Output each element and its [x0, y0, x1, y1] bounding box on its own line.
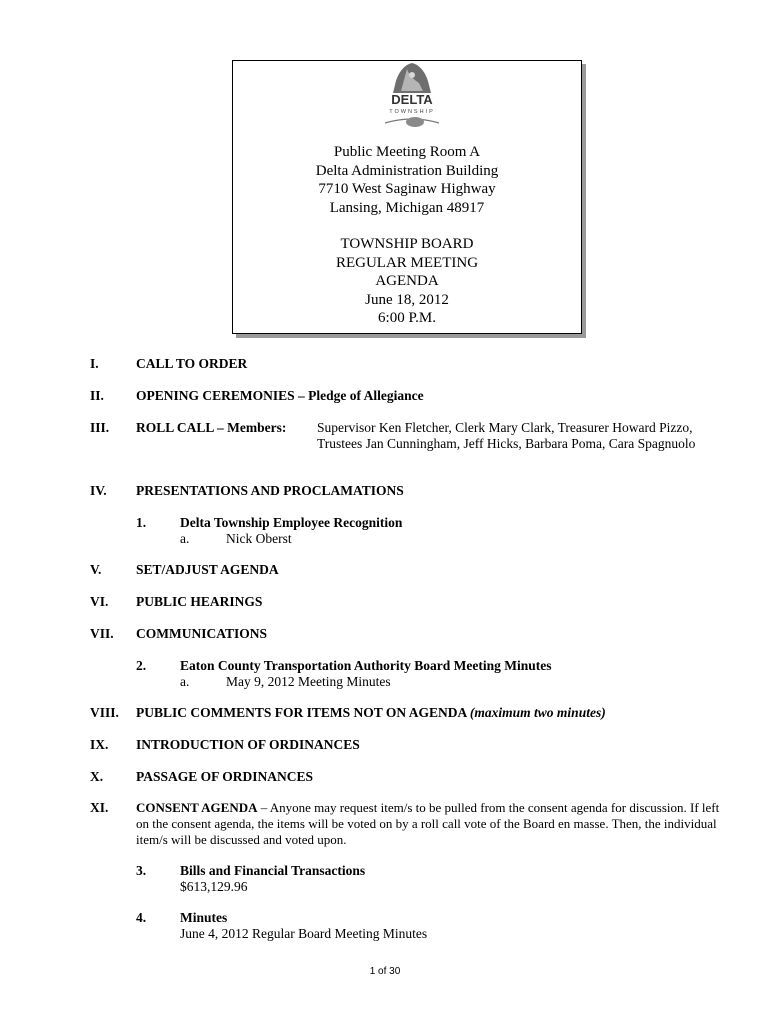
- item-title: PASSAGE OF ORDINANCES: [136, 769, 314, 784]
- meeting-line: TOWNSHIP BOARD: [340, 236, 474, 252]
- location-line: 7710 West Saginaw Highway: [318, 181, 496, 197]
- sub-item-letter: a.: [180, 674, 190, 689]
- meeting-header-box: [232, 60, 582, 334]
- item-title: PRESENTATIONS AND PROCLAMATIONS: [136, 483, 404, 498]
- sub-item-title: Delta Township Employee Recognition: [180, 515, 403, 530]
- item-number: V.: [90, 562, 102, 577]
- roll-call-members: Supervisor Ken Fletcher, Clerk Mary Clark, Treasurer Howard Pizzo, Trustees Jan Cunningham, Jeff Hicks, Barbara Poma, Cara Spagnuolo: [317, 420, 696, 451]
- location-line: Public Meeting Room A: [333, 144, 481, 160]
- sub-item-title: Bills and Financial Transactions: [180, 863, 366, 878]
- item-title: INTRODUCTION OF ORDINANCES: [136, 737, 360, 752]
- item-number: IV.: [90, 483, 107, 498]
- sub-item-detail-text: $613,129.96: [180, 879, 248, 894]
- item-number: VII.: [90, 626, 114, 641]
- item-title: COMMUNICATIONS: [136, 626, 267, 641]
- item-title: CONSENT AGENDA: [136, 800, 258, 815]
- item-title: ROLL CALL – Members:: [136, 420, 287, 435]
- item-note: (maximum two minutes): [469, 705, 606, 720]
- sub-item-letter: a.: [180, 531, 190, 546]
- item-title: [136, 705, 606, 721]
- item-number: I.: [90, 356, 99, 371]
- sub-item-number: 1.: [136, 515, 147, 530]
- meeting-time: 6:00 P.M.: [378, 310, 436, 326]
- location-line: Delta Administration Building: [315, 162, 499, 179]
- consent-agenda-text: [136, 800, 730, 848]
- item-number: IX.: [90, 737, 109, 752]
- location-line: Lansing, Michigan 48917: [329, 199, 485, 216]
- item-title: PUBLIC HEARINGS: [136, 594, 263, 609]
- sub-item-detail-text: Nick Oberst: [226, 531, 292, 546]
- meeting-line: AGENDA: [375, 273, 439, 289]
- item-number: XI.: [90, 800, 109, 815]
- item-number: VI.: [90, 594, 109, 609]
- sub-item-number: 3.: [136, 863, 147, 878]
- item-title: SET/ADJUST AGENDA: [136, 562, 279, 577]
- logo-wordmark: DELTA: [391, 92, 433, 107]
- sub-item-title: Eaton County Transportation Authority Board Meeting Minutes: [180, 658, 552, 673]
- sub-item-number: 2.: [136, 658, 147, 673]
- sub-item-title: Minutes: [180, 910, 228, 925]
- logo-subword: TOWNSHIP: [389, 109, 435, 115]
- item-number: II.: [90, 388, 104, 403]
- page-number: 1 of 30: [369, 966, 401, 977]
- item-number: III.: [90, 420, 110, 435]
- delta-township-logo: [363, 61, 461, 133]
- sub-item-detail-text: June 4, 2012 Regular Board Meeting Minutes: [180, 926, 428, 941]
- meeting-line: REGULAR MEETING: [335, 254, 479, 271]
- consent-agenda-description: – Anyone may request item/s to be pulled from the consent agenda for discussion. If left on the consent agenda, the items will be voted on by a roll call vote of the Board en masse. Then, the individual item/s will be discussed and voted upon.: [136, 800, 720, 847]
- sub-item-number: 4.: [136, 910, 147, 925]
- item-number: X.: [90, 769, 104, 784]
- sub-item-detail-text: May 9, 2012 Meeting Minutes: [226, 674, 391, 689]
- item-number: VIII.: [90, 705, 119, 720]
- meeting-date: June 18, 2012: [365, 291, 449, 308]
- item-title: CALL TO ORDER: [136, 356, 248, 371]
- item-title: OPENING CEREMONIES – Pledge of Allegiance: [136, 388, 424, 403]
- header-text: [233, 143, 581, 328]
- item-title-text: PUBLIC COMMENTS FOR ITEMS NOT ON AGENDA: [136, 705, 467, 720]
